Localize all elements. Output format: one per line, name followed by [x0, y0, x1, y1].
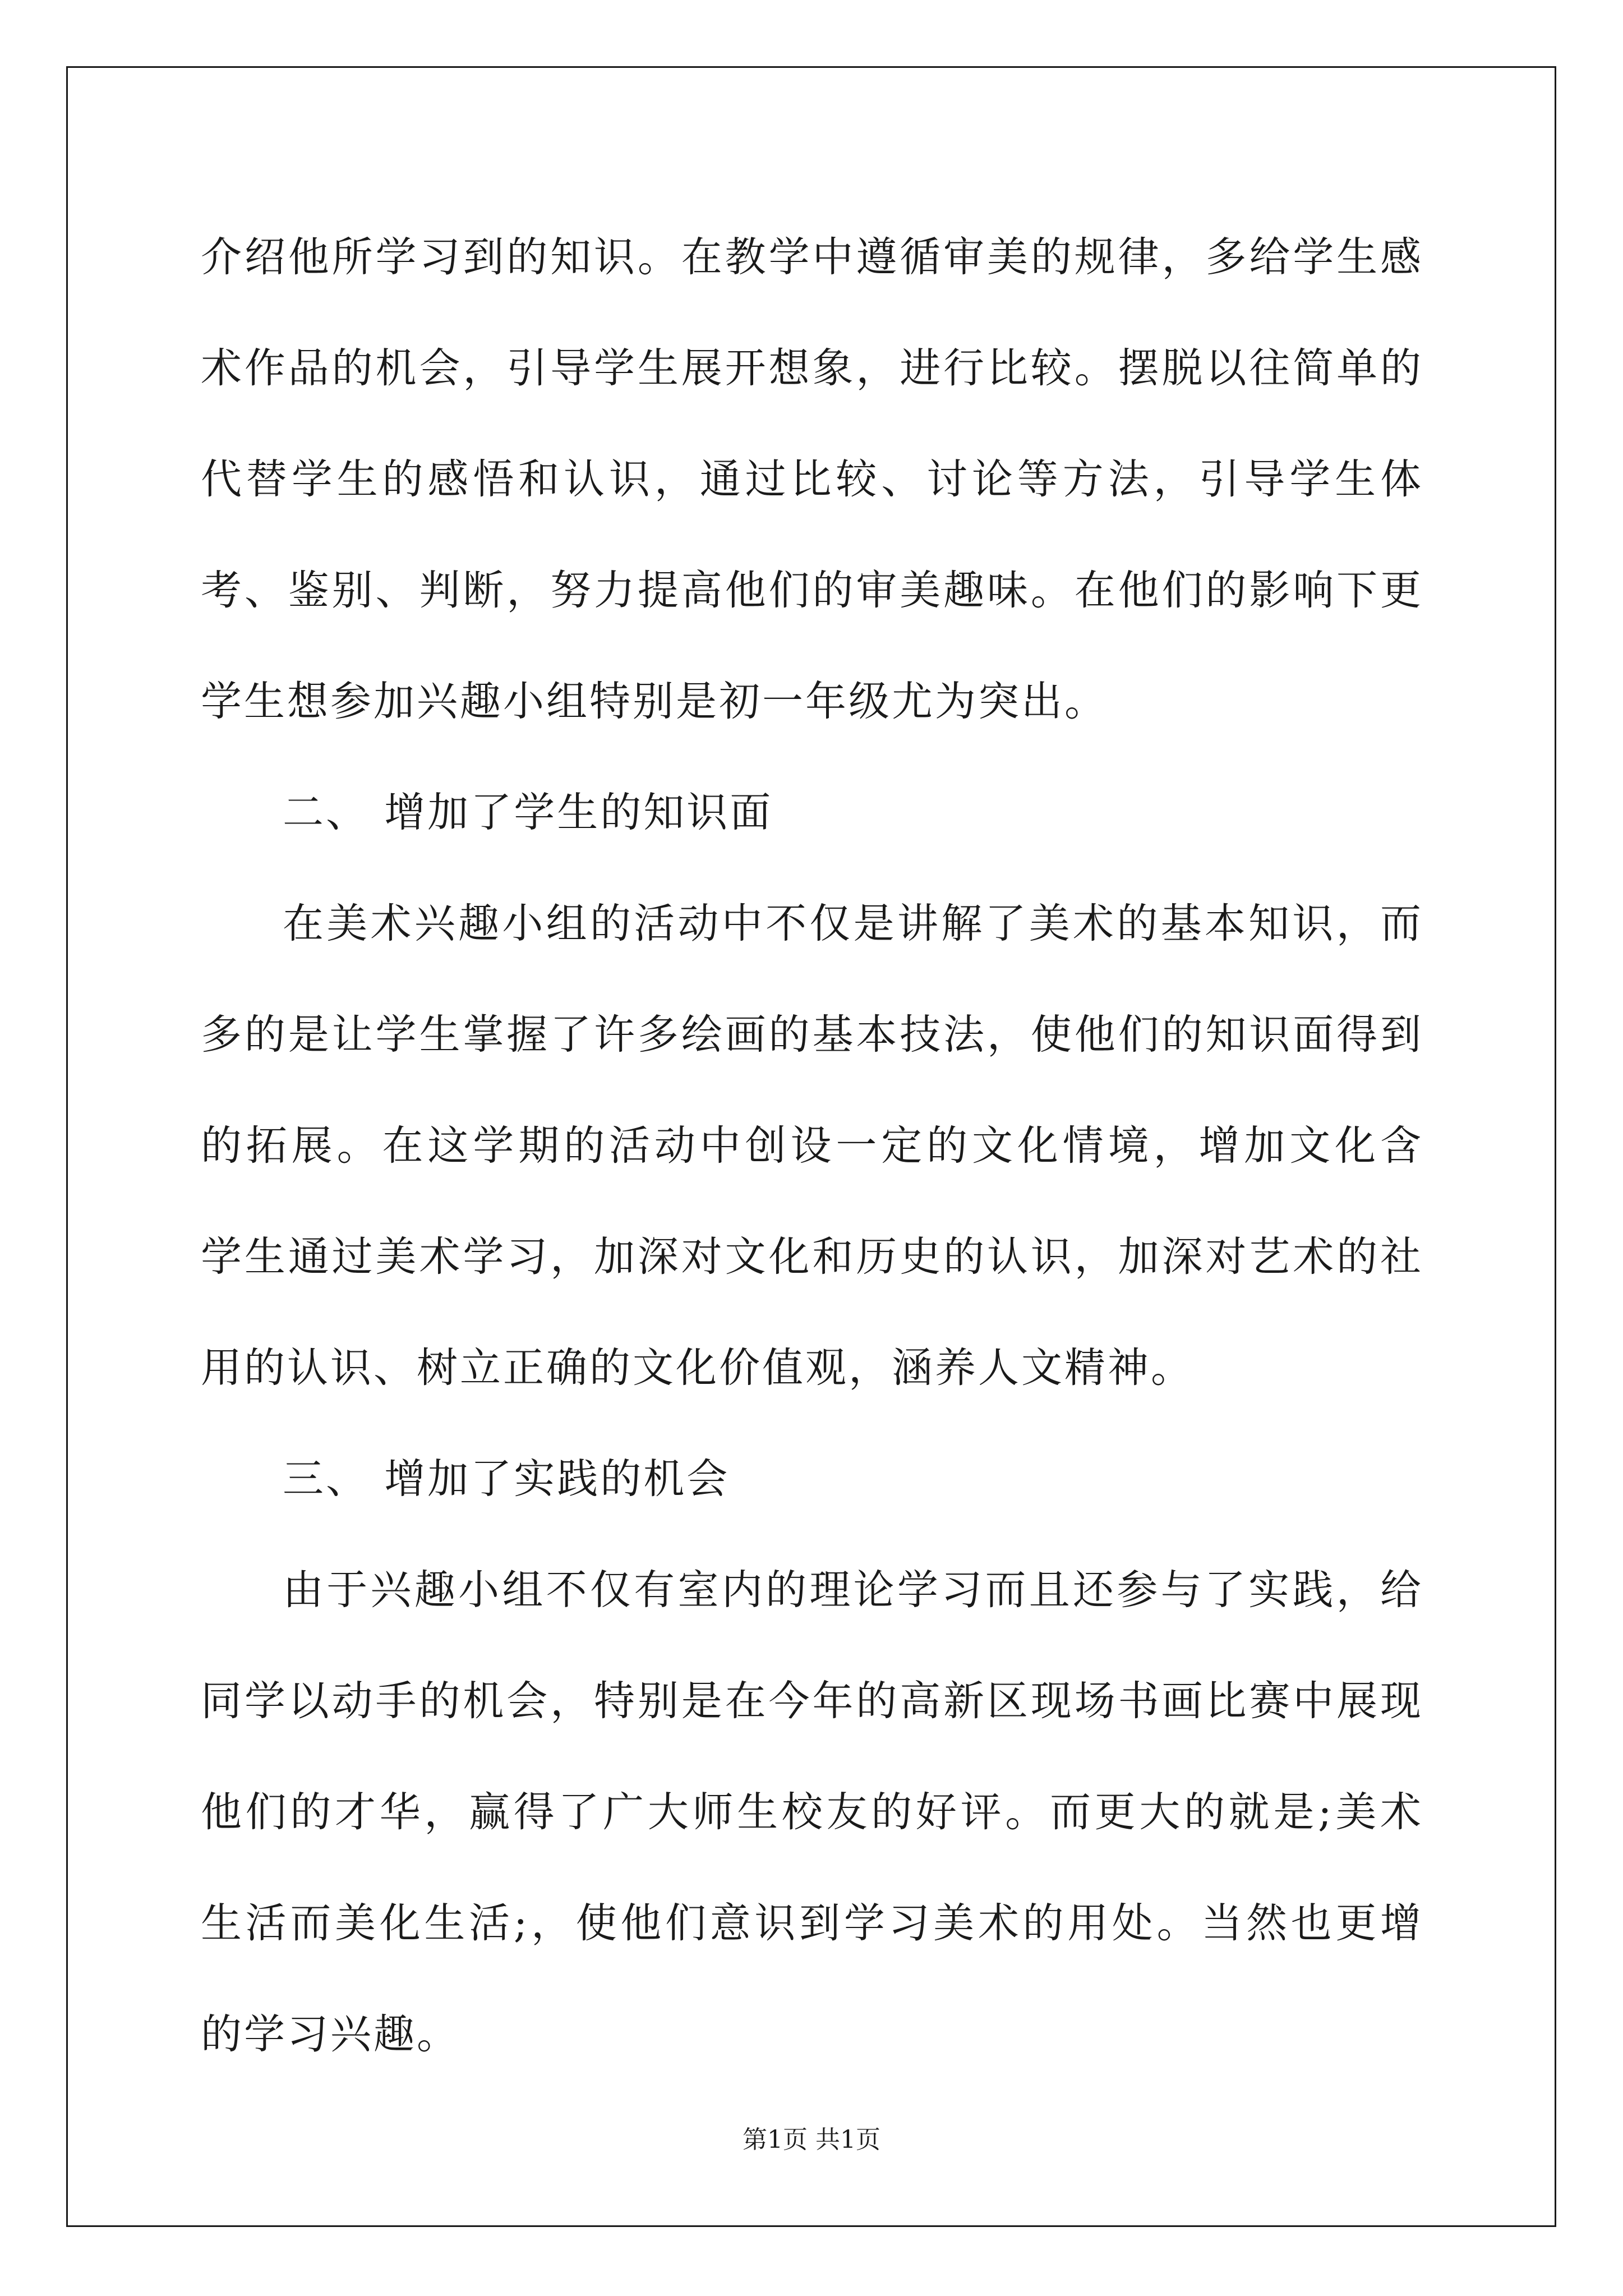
paragraph-line: 多的是让学生掌握了许多绘画的基本技法，使他们的知识面得到 — [201, 1011, 1423, 1059]
paragraph-line: 在美术兴趣小组的活动中不仅是讲解了美术的基本知识，而 — [283, 900, 1423, 947]
paragraph-line: 的学习兴趣。 — [201, 2010, 460, 2058]
section-heading: 三、 增加了实践的机会 — [283, 1455, 730, 1503]
section-heading: 二、 增加了学生的知识面 — [283, 789, 773, 836]
paragraph-line: 他们的才华，赢得了广大师生校友的好评。而更大的就是;美术 — [201, 1788, 1423, 1836]
page-number-footer: 第1页 共1页 — [743, 2125, 880, 2154]
paragraph-line: 生活而美化生活;，使他们意识到学习美术的用处。当然也更增 — [201, 1899, 1423, 1947]
paragraph-line: 介绍他所学习到的知识。在教学中遵循审美的规律，多给学生感 — [201, 233, 1423, 281]
paragraph-line: 代替学生的感悟和认识，通过比较、讨论等方法，引导学生体 — [201, 455, 1423, 503]
paragraph-line: 学生通过美术学习，加深对文化和历史的认识，加深对艺术的社 — [201, 1233, 1423, 1281]
document-body — [201, 202, 1423, 2090]
paragraph-line: 用的认识、树立正确的文化价值观，涵养人文精神。 — [201, 1344, 1194, 1392]
paragraph-line: 术作品的机会，引导学生展开想象，进行比较。摆脱以往简单的 — [201, 344, 1423, 392]
paragraph-line: 同学以动手的机会，特别是在今年的高新区现场书画比赛中展现 — [201, 1677, 1423, 1725]
paragraph-line: 考、鉴别、判断，努力提高他们的审美趣味。在他们的影响下更 — [201, 567, 1423, 614]
paragraph-line: 由于兴趣小组不仅有室内的理论学习而且还参与了实践，给 — [283, 1566, 1423, 1614]
paragraph-line: 的拓展。在这学期的活动中创设一定的文化情境，增加文化含 — [201, 1122, 1423, 1170]
paragraph-line: 学生想参加兴趣小组特别是初一年级尤为突出。 — [201, 678, 1108, 725]
